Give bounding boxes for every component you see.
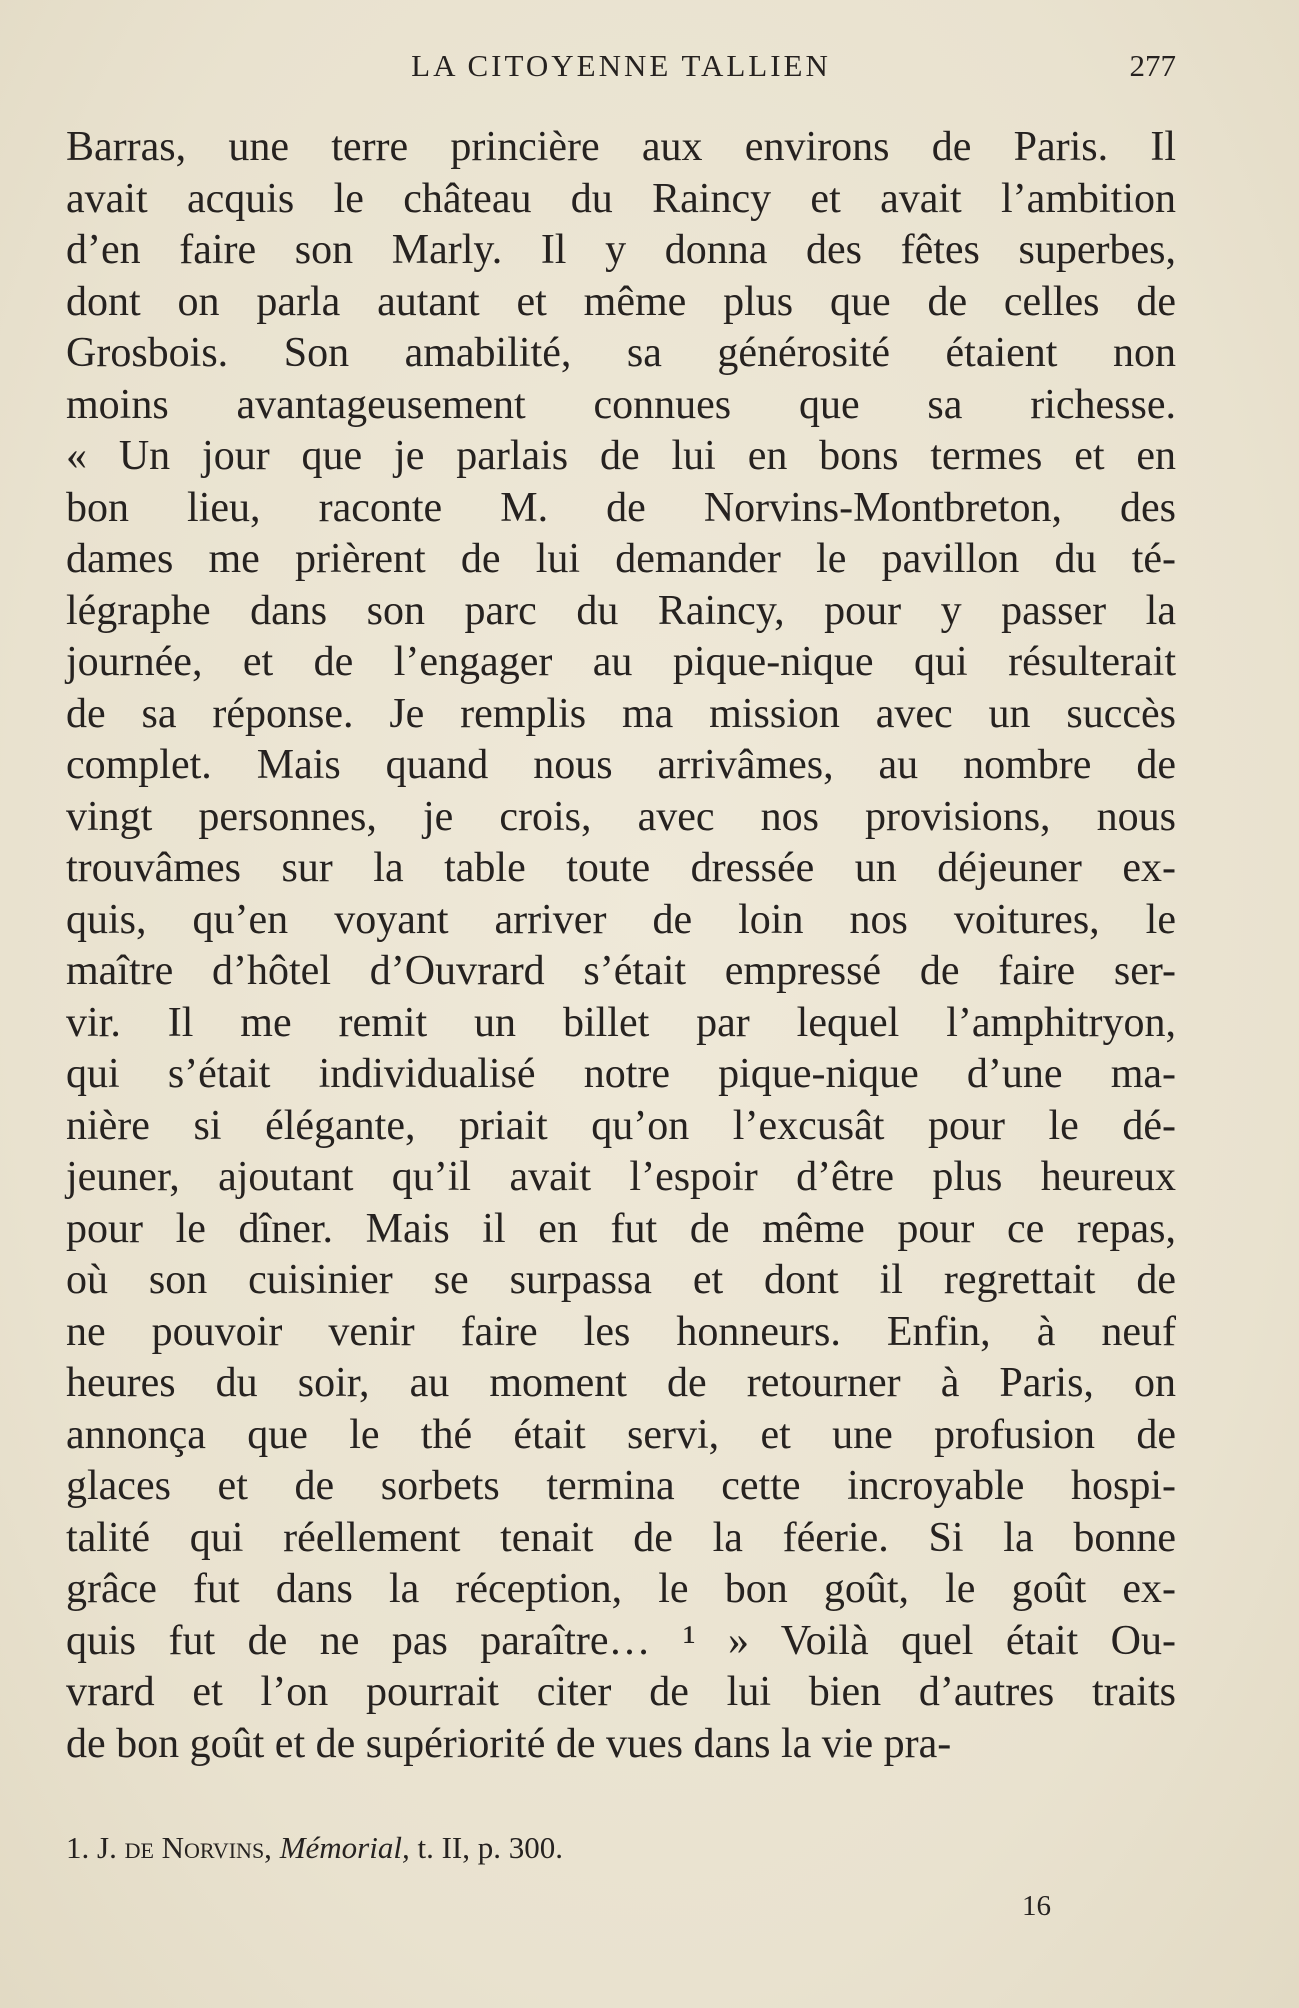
text-line: où son cuisinier se surpassa et dont il regrettait de [66, 1257, 1176, 1303]
text-line: ne pouvoir venir faire les honneurs. Enfin, à neuf [66, 1308, 1176, 1355]
text-line: dames me prièrent de lui demander le pavillon du té- [66, 536, 1176, 582]
text-line: bon lieu, raconte M. de Norvins-Montbreton, des [66, 484, 1176, 531]
text-line: dont on parla autant et même plus que de celles de [66, 278, 1176, 325]
signature-mark: 16 [1022, 1890, 1051, 1922]
text-line: Grosbois. Son amabilité, sa générosité étaient non [66, 330, 1176, 376]
text-line: d’en faire son Marly. Il y donna des fêtes superbes, [66, 227, 1176, 273]
text-line: vir. Il me remit un billet par lequel l’amphitryon, [66, 999, 1176, 1046]
footnote [66, 1830, 1176, 1866]
text-line: annonça que le thé était servi, et une profusion de [66, 1411, 1176, 1458]
body-text [66, 122, 1176, 1770]
page-number: 277 [1129, 48, 1176, 83]
text-line: maître d’hôtel d’Ouvrard s’était empressé de faire ser- [66, 948, 1176, 994]
text-line: vingt personnes, je crois, avec nos provisions, nous [66, 793, 1176, 840]
running-title: LA CITOYENNE TALLIEN [411, 48, 831, 83]
text-line: talité qui réellement tenait de la féerie. Si la bonne [66, 1514, 1176, 1561]
text-line: trouvâmes sur la table toute dressée un déjeuner ex- [66, 845, 1176, 891]
text-line: pour le dîner. Mais il en fut de même pour ce repas, [66, 1205, 1176, 1252]
text-line: journée, et de l’engager au pique-nique qui résulterait [66, 639, 1176, 685]
footnote-number: 1. J. [66, 1830, 117, 1865]
footnote-author: de Norvins, [124, 1830, 272, 1865]
footnote-work: Mémorial, [279, 1830, 410, 1865]
text-line: « Un jour que je parlais de lui en bons termes et en [66, 433, 1176, 479]
text-line: glaces et de sorbets termina cette incroyable hospi- [66, 1463, 1176, 1509]
text-line: de bon goût et de supériorité de vues dans la vie pra- [66, 1720, 952, 1767]
text-line: heures du soir, au moment de retourner à Paris, on [66, 1360, 1176, 1406]
text-line: avait acquis le château du Raincy et avait l’ambition [66, 175, 1176, 222]
text-line: jeuner, ajoutant qu’il avait l’espoir d’être plus heureux [66, 1154, 1176, 1200]
text-line: quis fut de ne pas paraître… ¹ » Voilà quel était Ou- [66, 1617, 1176, 1664]
text-line: Barras, une terre princière aux environs de Paris. Il [66, 124, 1176, 170]
text-line: nière si élégante, priait qu’on l’excusât pour le dé- [66, 1102, 1176, 1149]
text-line: légraphe dans son parc du Raincy, pour y passer la [66, 587, 1176, 634]
footnote-reference: t. II, p. 300. [417, 1830, 563, 1865]
text-line: grâce fut dans la réception, le bon goût, le goût ex- [66, 1566, 1176, 1612]
text-line: moins avantageusement connues que sa richesse. [66, 381, 1176, 428]
text-line: complet. Mais quand nous arrivâmes, au nombre de [66, 742, 1176, 788]
text-line: qui s’était individualisé notre pique-nique d’une ma- [66, 1051, 1176, 1097]
text-line: quis, qu’en voyant arriver de loin nos voitures, le [66, 896, 1176, 943]
text-line: de sa réponse. Je remplis ma mission avec un succès [66, 690, 1176, 737]
text-line: vrard et l’on pourrait citer de lui bien d’autres traits [66, 1669, 1176, 1715]
running-header [66, 48, 1176, 98]
